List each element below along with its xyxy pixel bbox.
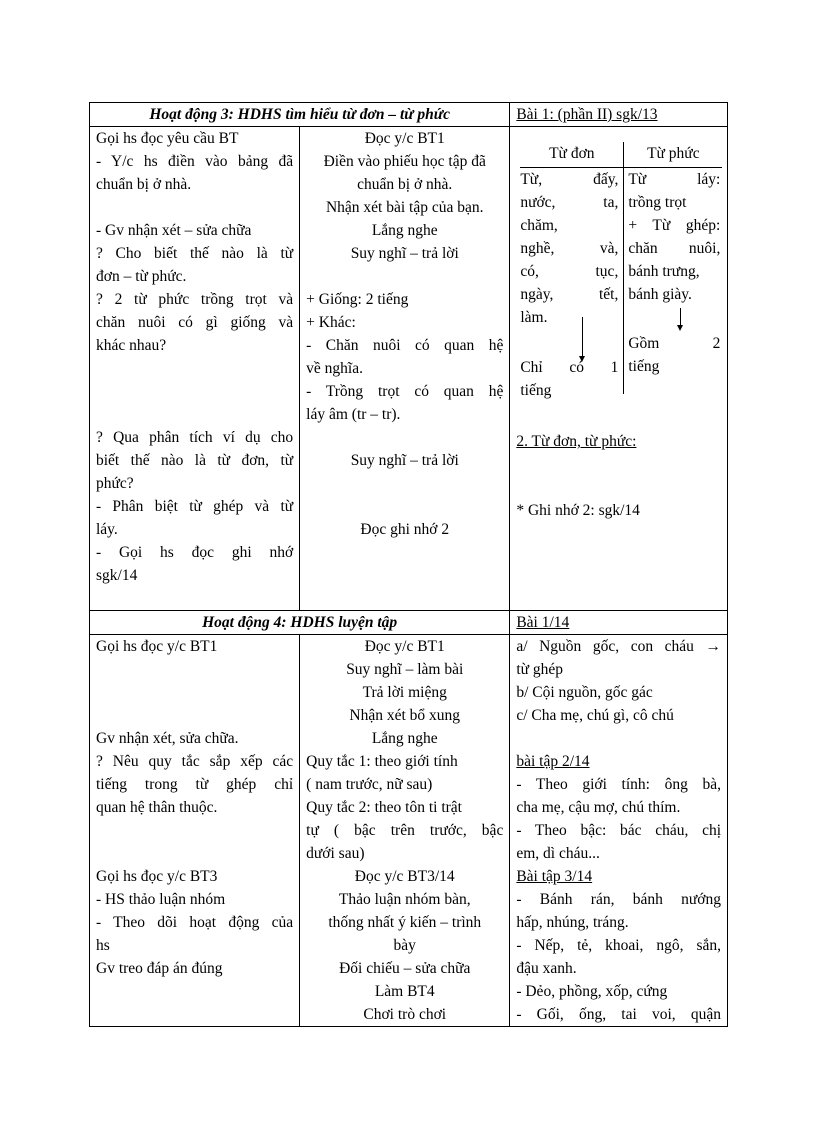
hd4-answer-line: - Dẻo, phồng, xốp, cứng <box>516 983 668 1000</box>
hd3-student-line: - Trồng trọt có quan hệ <box>306 383 504 400</box>
single-word-line: nghề, và, <box>520 240 619 257</box>
hd4-student-line: Suy nghĩ – làm bài <box>346 661 464 678</box>
hd3-teacher-line: - Y/c hs điền vào bảng đã <box>96 153 294 170</box>
hd3-student-column <box>300 127 510 611</box>
hd3-body-row <box>90 127 728 611</box>
hd3-student-line <box>306 426 503 449</box>
hd4-teacher-line <box>96 658 293 681</box>
hd3-teacher-line: ? Cho biết thế nào là từ <box>96 245 294 262</box>
memo-note: * Ghi nhớ 2: sgk/14 <box>516 502 640 519</box>
hd4-title: Hoạt động 4: HDHS luyện tập <box>90 611 510 635</box>
single-word-line: nước, ta, <box>520 194 619 211</box>
hd3-student-line: - Chăn nuôi có quan hệ <box>306 337 504 354</box>
hd4-student-line: Đọc y/c BT3/14 <box>354 868 455 885</box>
hd4-student-line: Chơi trò chơi <box>363 1006 447 1023</box>
hd4-teacher-line: Gv nhận xét, sửa chữa. <box>96 730 239 747</box>
hd4-student-line: ( nam trước, nữ sau) <box>306 776 433 793</box>
hd3-teacher-line: ? Qua phân tích ví dụ cho <box>96 429 294 446</box>
hd4-teacher-line: quan hệ thân thuộc. <box>96 799 218 816</box>
hd3-teacher-line: chăn nuôi có gì giống và <box>96 314 294 331</box>
single-word-line: ngày, tết, <box>520 286 619 303</box>
hd4-student-line: thống nhất ý kiến – trình <box>328 914 482 931</box>
inner-col2-words <box>628 168 720 306</box>
hd4-teacher-line: Gọi hs đọc y/c BT1 <box>96 638 218 655</box>
hd3-student-line: Suy nghĩ – trả lời <box>350 452 459 469</box>
hd4-student-line: Đọc y/c BT1 <box>364 638 445 655</box>
hd4-student-line: Đối chiếu – sửa chữa <box>339 960 471 977</box>
compound-word-line: Từ láy: <box>628 171 721 188</box>
hd4-student-line: bày <box>393 937 416 954</box>
hd4-answer-line: - Theo giới tính: ông bà, <box>516 776 721 793</box>
hd3-teacher-line <box>96 403 293 426</box>
hd4-answer-line: - Theo bậc: bác cháu, chị <box>516 822 721 839</box>
hd4-answer-line: đậu xanh. <box>516 960 577 977</box>
hd3-teacher-line: sgk/14 <box>96 567 138 584</box>
hd3-teacher-line: chuẩn bị ở nhà. <box>96 176 192 193</box>
hd4-teacher-line: Gọi hs đọc y/c BT3 <box>96 868 218 885</box>
hd3-teacher-line <box>96 357 293 380</box>
hd3-teacher-line <box>96 380 293 403</box>
hd3-teacher-line: đơn – từ phức. <box>96 268 187 285</box>
hd3-student-line: + Khác: <box>306 314 356 331</box>
hd3-header-row <box>90 103 728 127</box>
hd3-student-line: về nghĩa. <box>306 360 363 377</box>
hd4-teacher-line: - Theo dõi hoạt động của <box>96 914 294 931</box>
inner-col1-header: Từ đơn <box>549 145 595 162</box>
hd4-teacher-line <box>96 681 293 704</box>
inner-column-divider <box>623 142 624 394</box>
arrow-down-icon <box>582 317 583 357</box>
hd4-student-line: Trả lời miệng <box>362 684 447 701</box>
hd3-student-line: láy âm (tr – tr). <box>306 406 401 423</box>
compound-word-line: trồng trọt <box>628 194 687 211</box>
hd4-teacher-line: hs <box>96 937 110 954</box>
inner-col2-note <box>628 332 720 378</box>
hd3-student-line: chuẩn bị ở nhà. <box>357 176 453 193</box>
hd3-student-line: + Giống: 2 tiếng <box>306 291 409 308</box>
hd3-teacher-line <box>96 196 293 219</box>
hd3-student-line <box>306 472 503 495</box>
inner-col2-header: Từ phức <box>647 145 700 162</box>
hd3-student-line: Nhận xét bài tập của bạn. <box>325 199 484 216</box>
hd3-student-line: Điền vào phiếu học tập đã <box>323 153 486 170</box>
compound-word-line: chăn nuôi, <box>628 240 721 257</box>
hd4-answer-line: a/ Nguồn gốc, con cháu → <box>516 638 721 655</box>
hd4-answer-line <box>516 727 721 750</box>
compound-word-line: bánh trưng, <box>628 263 700 280</box>
hd4-student-line: Thảo luận nhóm bàn, <box>338 891 471 908</box>
hd4-teacher-column <box>90 635 300 1027</box>
compound-word-line: bánh giày. <box>628 286 692 303</box>
single-word-note-line: tiếng <box>520 382 552 399</box>
hd4-student-line: tự ( bậc trên trước, bậc <box>306 822 504 839</box>
hd3-student-line: Lắng nghe <box>371 222 438 239</box>
hd4-answer-line: - Bánh rán, bánh nướng <box>516 891 721 908</box>
hd3-student-line <box>306 265 503 288</box>
hd4-student-line: Làm BT4 <box>374 983 435 1000</box>
hd3-teacher-line: ? 2 từ phức trồng trọt và <box>96 291 294 308</box>
compound-note-line: tiếng <box>628 358 660 375</box>
hd4-teacher-line <box>96 704 293 727</box>
hd4-answer-line: bài tập 2/14 <box>516 753 590 770</box>
hd4-student-line: Quy tắc 1: theo giới tính <box>306 753 458 770</box>
hd4-teacher-line: Gv treo đáp án đúng <box>96 960 223 977</box>
compound-note-line: Gồm 2 <box>628 335 721 352</box>
hd4-answer-line: c/ Cha mẹ, chú gì, cô chú <box>516 707 674 724</box>
inner-col1-note <box>520 356 618 402</box>
hd3-teacher-line: khác nhau? <box>96 337 167 354</box>
hd3-teacher-line: - Gv nhận xét – sửa chữa <box>96 222 252 239</box>
arrow-down-icon <box>680 308 681 326</box>
hd3-right-title: Bài 1: (phần II) sgk/13 <box>510 103 728 127</box>
hd4-answer-line: b/ Cội nguồn, gốc gác <box>516 684 653 701</box>
hd4-answer-line: từ ghép <box>516 661 564 678</box>
hd3-answer-column <box>510 127 728 611</box>
hd4-teacher-line: - HS thảo luận nhóm <box>96 891 226 908</box>
hd4-answer-line: cha mẹ, cậu mợ, chú thím. <box>516 799 681 816</box>
hd3-student-line: Đọc y/c BT1 <box>364 130 445 147</box>
hd3-teacher-line: Gọi hs đọc yêu cầu BT <box>96 130 239 147</box>
single-word-line: làm. <box>520 309 548 326</box>
compound-word-line: + Từ ghép: <box>628 217 721 234</box>
hd4-answer-line: hấp, nhúng, tráng. <box>516 914 629 931</box>
hd3-teacher-line: biết thế nào là từ đơn, từ <box>96 452 294 469</box>
hd4-teacher-line <box>96 842 293 865</box>
hd4-student-line: Lắng nghe <box>371 730 438 747</box>
hd4-teacher-line: ? Nêu quy tắc sắp xếp các <box>96 753 294 770</box>
hd4-answer-line: em, dì cháu... <box>516 845 600 862</box>
hd4-student-line: dưới sau) <box>306 845 365 862</box>
hd4-answer-line: - Nếp, tẻ, khoai, ngô, sắn, <box>516 937 721 954</box>
hd4-header-row <box>90 611 728 635</box>
lesson-table <box>89 102 728 1027</box>
inner-col1-words <box>520 168 618 329</box>
hd3-teacher-line: phức? <box>96 475 134 492</box>
hd3-student-line: Đọc ghi nhớ 2 <box>360 521 450 538</box>
hd4-right-title: Bài 1/14 <box>510 611 728 635</box>
hd4-answer-column <box>510 635 728 1027</box>
hd4-body-row <box>90 635 728 1027</box>
hd3-student-line: Suy nghĩ – trả lời <box>350 245 459 262</box>
single-word-line: chăm, <box>520 217 558 234</box>
hd4-answer-line: Bài tập 3/14 <box>516 868 593 885</box>
hd3-title: Hoạt động 3: HDHS tìm hiểu từ đơn – từ phức <box>90 103 510 127</box>
hd4-student-column <box>300 635 510 1027</box>
section-2-heading: 2. Từ đơn, từ phức: <box>516 433 637 450</box>
hd3-student-line <box>306 495 503 518</box>
single-word-note-line: Chỉ có 1 <box>520 359 619 376</box>
hd3-teacher-line: - Gọi hs đọc ghi nhớ <box>96 544 294 561</box>
hd4-student-line: Nhận xét bổ xung <box>349 707 461 724</box>
hd4-teacher-line: tiếng trong từ ghép chỉ <box>96 776 294 793</box>
single-word-line: có, tục, <box>520 263 619 280</box>
hd4-answer-line: - Gối, ống, tai voi, quận <box>516 1006 721 1023</box>
hd3-teacher-line: - Phân biệt từ ghép và từ <box>96 498 294 515</box>
hd4-teacher-line <box>96 819 293 842</box>
hd3-teacher-column <box>90 127 300 611</box>
single-word-line: Từ, đấy, <box>520 171 619 188</box>
hd4-student-line: Quy tắc 2: theo tôn ti trật <box>306 799 462 816</box>
word-type-table <box>516 127 721 407</box>
hd3-teacher-line: láy. <box>96 521 118 538</box>
